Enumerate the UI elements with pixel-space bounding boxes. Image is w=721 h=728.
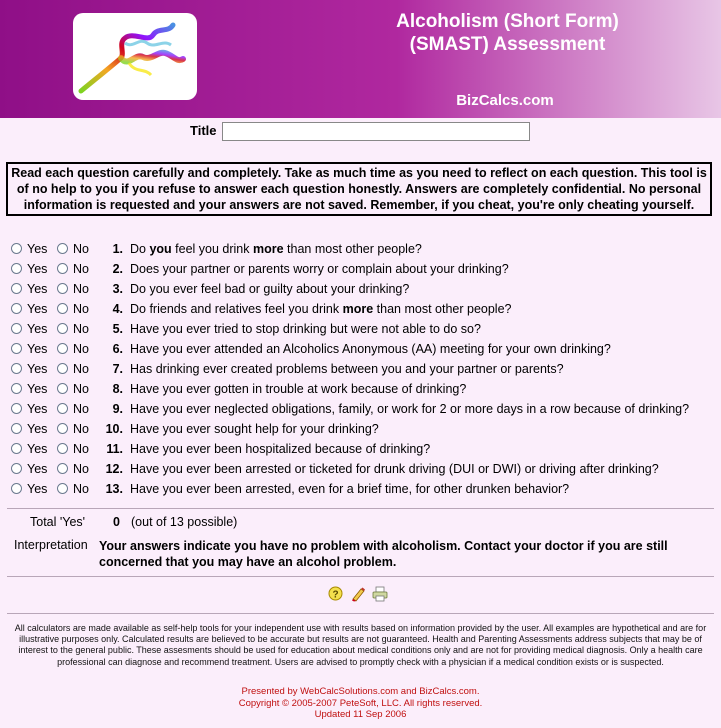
question-number: 12.	[105, 462, 123, 476]
no-label[interactable]: No	[73, 462, 89, 476]
no-label[interactable]: No	[73, 322, 89, 336]
question-text-part: Do	[130, 242, 150, 256]
question-row	[0, 300, 721, 320]
no-label[interactable]: No	[73, 422, 89, 436]
title-input[interactable]	[222, 122, 530, 141]
yes-radio[interactable]	[11, 363, 22, 374]
yes-label[interactable]: Yes	[27, 242, 48, 256]
question-text-part: Have you ever tried to stop drinking but were not able to do so?	[130, 322, 481, 336]
no-radio[interactable]	[57, 383, 68, 394]
question-text	[130, 322, 481, 336]
divider	[7, 613, 714, 614]
question-row	[0, 260, 721, 280]
clear-icon[interactable]	[350, 586, 365, 601]
interpretation-text: Your answers indicate you have no problem with alcoholism. Contact your doctor if you are still concerned that you may have an alcohol problem.	[99, 539, 668, 569]
yes-radio[interactable]	[11, 243, 22, 254]
question-row	[0, 440, 721, 460]
total-note: (out of 13 possible)	[131, 515, 238, 529]
title-row	[190, 123, 217, 138]
no-label[interactable]: No	[73, 302, 89, 316]
question-text	[130, 302, 512, 316]
question-number: 13.	[105, 482, 123, 496]
title-line-2: (SMAST) Assessment	[409, 34, 606, 55]
question-text-part: than most other people?	[373, 302, 512, 316]
total-value: 0	[113, 515, 120, 529]
question-number: 10.	[105, 422, 123, 436]
print-icon[interactable]	[372, 586, 387, 601]
no-label[interactable]: No	[73, 242, 89, 256]
question-row	[0, 480, 721, 500]
question-row	[0, 420, 721, 440]
yes-radio[interactable]	[11, 483, 22, 494]
question-text	[130, 422, 379, 436]
no-label[interactable]: No	[73, 382, 89, 396]
question-row	[0, 400, 721, 420]
question-number: 8.	[112, 382, 123, 396]
question-text	[130, 462, 659, 476]
question-text-part: Have you ever sought help for your drinking?	[130, 422, 379, 436]
yes-label[interactable]: Yes	[27, 382, 48, 396]
no-radio[interactable]	[57, 403, 68, 414]
interpretation-label: Interpretation	[14, 538, 88, 552]
question-text	[130, 442, 430, 456]
no-radio[interactable]	[57, 263, 68, 274]
question-number: 3.	[112, 282, 123, 296]
yes-radio[interactable]	[11, 423, 22, 434]
no-label[interactable]: No	[73, 362, 89, 376]
yes-label[interactable]: Yes	[27, 422, 48, 436]
header-banner	[0, 0, 721, 118]
question-text	[130, 482, 569, 496]
no-label[interactable]: No	[73, 262, 89, 276]
yes-label[interactable]: Yes	[27, 342, 48, 356]
question-text-part: Have you ever been arrested or ticketed for drunk driving (DUI or DWI) or driving after drinking?	[130, 462, 659, 476]
question-number: 2.	[112, 262, 123, 276]
yes-label[interactable]: Yes	[27, 402, 48, 416]
question-text-part: Have you ever been hospitalized because of drinking?	[130, 442, 431, 456]
yes-label[interactable]: Yes	[27, 282, 48, 296]
question-row	[0, 340, 721, 360]
yes-label[interactable]: Yes	[27, 302, 48, 316]
yes-label[interactable]: Yes	[27, 462, 48, 476]
question-number: 1.	[112, 242, 123, 256]
yes-radio[interactable]	[11, 323, 22, 334]
question-row	[0, 320, 721, 340]
no-radio[interactable]	[57, 443, 68, 454]
yes-radio[interactable]	[11, 303, 22, 314]
yes-label[interactable]: Yes	[27, 322, 48, 336]
no-radio[interactable]	[57, 323, 68, 334]
yes-radio[interactable]	[11, 443, 22, 454]
question-text-part: Have you ever neglected obligations, family, or work for 2 or more days in a row because of drinking?	[130, 402, 690, 416]
no-radio[interactable]	[57, 483, 68, 494]
question-row	[0, 360, 721, 380]
yes-label[interactable]: Yes	[27, 362, 48, 376]
yes-label[interactable]: Yes	[27, 262, 48, 276]
question-text-part: Have you ever attended an Alcoholics Anonymous (AA) meeting for your own drinking?	[130, 342, 611, 356]
no-radio[interactable]	[57, 363, 68, 374]
no-label[interactable]: No	[73, 402, 89, 416]
question-text	[130, 262, 509, 276]
question-text	[130, 382, 466, 396]
question-row	[0, 280, 721, 300]
question-number: 7.	[112, 362, 123, 376]
logo-image	[73, 13, 197, 100]
svg-text:?: ?	[332, 589, 339, 601]
page-title	[340, 10, 675, 56]
no-radio[interactable]	[57, 283, 68, 294]
no-label[interactable]: No	[73, 282, 89, 296]
no-radio[interactable]	[57, 343, 68, 354]
question-text	[130, 242, 422, 256]
yes-radio[interactable]	[11, 383, 22, 394]
question-number: 11.	[106, 442, 123, 456]
question-number: 6.	[112, 342, 123, 356]
title-label: Title	[190, 123, 217, 138]
question-number: 4.	[112, 302, 123, 316]
yes-radio[interactable]	[11, 263, 22, 274]
instructions-box: Read each question carefully and completely. Take as much time as you need to reflect on each question. This tool is of no help to you if you refuse to answer each question honestly. Answers are completely confidential. No personal information is requested and your answers are not saved. Remember, if you cheat, you're only cheating yourself.	[6, 162, 712, 216]
footer-presented[interactable]: Presented by WebCalcSolutions.com and BizCalcs.com.	[241, 686, 480, 697]
total-label: Total 'Yes'	[30, 515, 86, 529]
no-label[interactable]: No	[73, 482, 89, 496]
yes-radio[interactable]	[11, 403, 22, 414]
question-number: 5.	[112, 322, 123, 336]
question-text-part: Have you ever been arrested, even for a brief time, for other drunken behavior?	[130, 482, 570, 496]
question-text-part: Do you ever feel bad or guilty about your drinking?	[130, 282, 410, 296]
no-radio[interactable]	[57, 303, 68, 314]
question-text-part: than most other people?	[283, 242, 422, 256]
no-label[interactable]: No	[73, 442, 89, 456]
yes-radio[interactable]	[11, 343, 22, 354]
question-text-part: feel you drink	[171, 242, 253, 256]
help-icon[interactable]	[328, 586, 343, 601]
no-radio[interactable]	[57, 423, 68, 434]
question-text-part: Has drinking ever created problems between you and your partner or parents?	[130, 362, 564, 376]
question-text	[130, 402, 689, 416]
divider	[7, 508, 714, 509]
question-row	[0, 460, 721, 480]
yes-radio[interactable]	[11, 463, 22, 474]
question-row	[0, 240, 721, 260]
yes-label[interactable]: Yes	[27, 482, 48, 496]
no-radio[interactable]	[57, 463, 68, 474]
question-number: 9.	[112, 402, 123, 416]
question-row	[0, 380, 721, 400]
question-text	[130, 282, 409, 296]
brand-name: BizCalcs.com	[456, 92, 554, 109]
no-radio[interactable]	[57, 243, 68, 254]
question-emphasis: you	[149, 242, 172, 256]
footer	[0, 686, 721, 721]
question-emphasis: more	[342, 302, 374, 316]
yes-label[interactable]: Yes	[27, 442, 48, 456]
question-text-part: Do friends and relatives feel you drink	[130, 302, 343, 316]
question-emphasis: more	[252, 242, 284, 256]
question-text-part: Have you ever gotten in trouble at work because of drinking?	[130, 382, 467, 396]
yes-radio[interactable]	[11, 283, 22, 294]
disclaimer-text: All calculators are made available as self-help tools for your independent use with results based on information provided by the user. All examples are hypothetical and are for illustrative purposes only. Calculated results are believed to be accurate but results are not guaranteed. Health and Parenting Assessments address subjects that may be of interest to the general public. These assesments should be used for education about medical conditions only and are not for providing medical diagnosis. Only a health care professional can diagnose and recommend treatment. Users are advised to promptly check with a physician if a medical condition exists or is suspected.	[14, 623, 707, 667]
question-text	[130, 362, 564, 376]
title-line-1: Alcoholism (Short Form)	[396, 11, 619, 32]
footer-updated: Updated 11 Sep 2006	[314, 709, 407, 720]
question-text	[130, 342, 611, 356]
toolbar	[0, 586, 721, 602]
divider	[7, 576, 714, 577]
no-label[interactable]: No	[73, 342, 89, 356]
footer-copyright: Copyright © 2005-2007 PeteSoft, LLC. All rights reserved.	[238, 697, 483, 709]
question-text-part: Does your partner or parents worry or complain about your drinking?	[130, 262, 509, 276]
